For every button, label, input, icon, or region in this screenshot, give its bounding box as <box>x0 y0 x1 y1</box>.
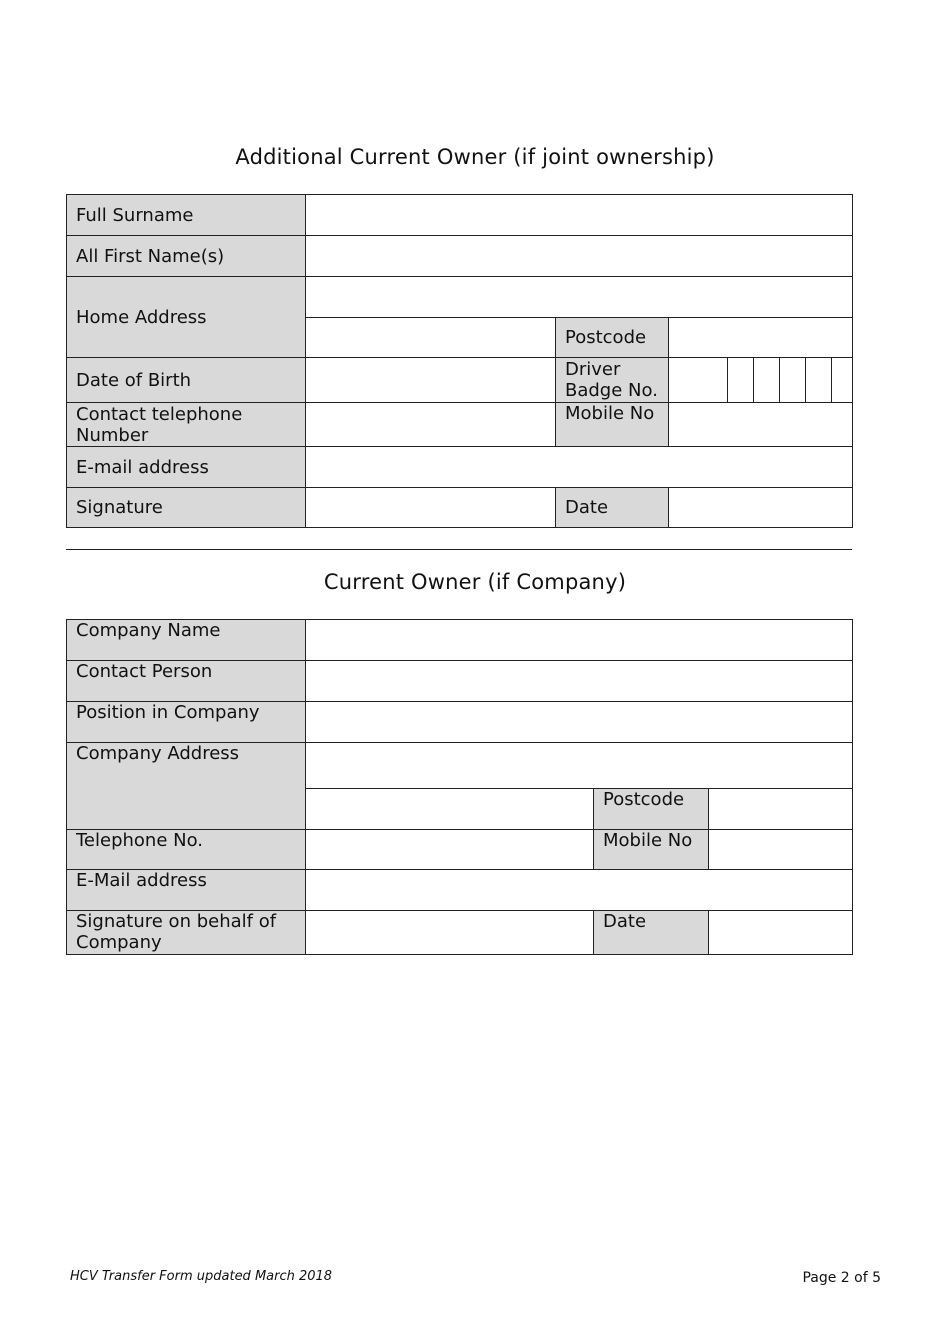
company-email-label: E-Mail address <box>67 870 306 911</box>
joint-email-field[interactable] <box>306 447 853 488</box>
joint-date-field[interactable] <box>669 488 853 528</box>
telephone-label: Telephone No. <box>67 830 306 870</box>
contact-person-field[interactable] <box>306 661 853 702</box>
company-mobile-label: Mobile No <box>594 830 709 870</box>
full-surname-label: Full Surname <box>67 195 306 236</box>
telephone-field[interactable] <box>306 830 594 870</box>
company-email-field[interactable] <box>306 870 853 911</box>
company-date-field[interactable] <box>709 911 853 955</box>
first-names-field[interactable] <box>306 236 853 277</box>
badge-box[interactable] <box>753 358 779 402</box>
joint-postcode-field[interactable] <box>669 318 853 358</box>
contact-telephone-label: Contact telephone Number <box>67 403 306 447</box>
company-address-label: Company Address <box>67 743 306 830</box>
home-address-line-2-field[interactable] <box>306 318 556 358</box>
joint-postcode-label: Postcode <box>556 318 669 358</box>
badge-box[interactable] <box>779 358 805 402</box>
company-date-label: Date <box>594 911 709 955</box>
footer-page-number: Page 2 of 5 <box>802 1270 881 1286</box>
company-owner-table <box>66 619 853 955</box>
contact-telephone-field[interactable] <box>306 403 556 447</box>
company-mobile-field[interactable] <box>709 830 853 870</box>
company-owner-section-title: Current Owner (if Company) <box>323 570 627 594</box>
company-address-line-2-field[interactable] <box>306 789 594 830</box>
footer-form-name: HCV Transfer Form updated March 2018 <box>70 1269 333 1284</box>
section-divider <box>66 549 852 550</box>
joint-owner-table <box>66 194 853 528</box>
first-names-label: All First Name(s) <box>67 236 306 277</box>
company-name-field[interactable] <box>306 620 853 661</box>
joint-mobile-field[interactable] <box>669 403 853 447</box>
joint-mobile-label: Mobile No <box>556 403 669 447</box>
driver-badge-field[interactable] <box>669 358 853 403</box>
company-postcode-field[interactable] <box>709 789 853 830</box>
driver-badge-label: Driver Badge No. <box>556 358 669 403</box>
badge-box[interactable] <box>805 358 831 402</box>
company-address-line-1-field[interactable] <box>306 743 853 789</box>
position-field[interactable] <box>306 702 853 743</box>
date-of-birth-field[interactable] <box>306 358 556 403</box>
company-name-label: Company Name <box>67 620 306 661</box>
joint-email-label: E-mail address <box>67 447 306 488</box>
contact-person-label: Contact Person <box>67 661 306 702</box>
company-signature-field[interactable] <box>306 911 594 955</box>
badge-box[interactable] <box>831 358 852 402</box>
badge-box[interactable] <box>669 358 727 402</box>
joint-signature-label: Signature <box>67 488 306 528</box>
date-of-birth-label: Date of Birth <box>67 358 306 403</box>
position-label: Position in Company <box>67 702 306 743</box>
home-address-label: Home Address <box>67 277 306 358</box>
badge-box[interactable] <box>727 358 753 402</box>
joint-owner-section-title: Additional Current Owner (if joint ownership) <box>235 145 715 169</box>
company-signature-label: Signature on behalf of Company <box>67 911 306 955</box>
company-postcode-label: Postcode <box>594 789 709 830</box>
home-address-line-1-field[interactable] <box>306 277 853 318</box>
full-surname-field[interactable] <box>306 195 853 236</box>
driver-badge-boxes[interactable] <box>669 358 852 402</box>
joint-signature-field[interactable] <box>306 488 556 528</box>
joint-date-label: Date <box>556 488 669 528</box>
